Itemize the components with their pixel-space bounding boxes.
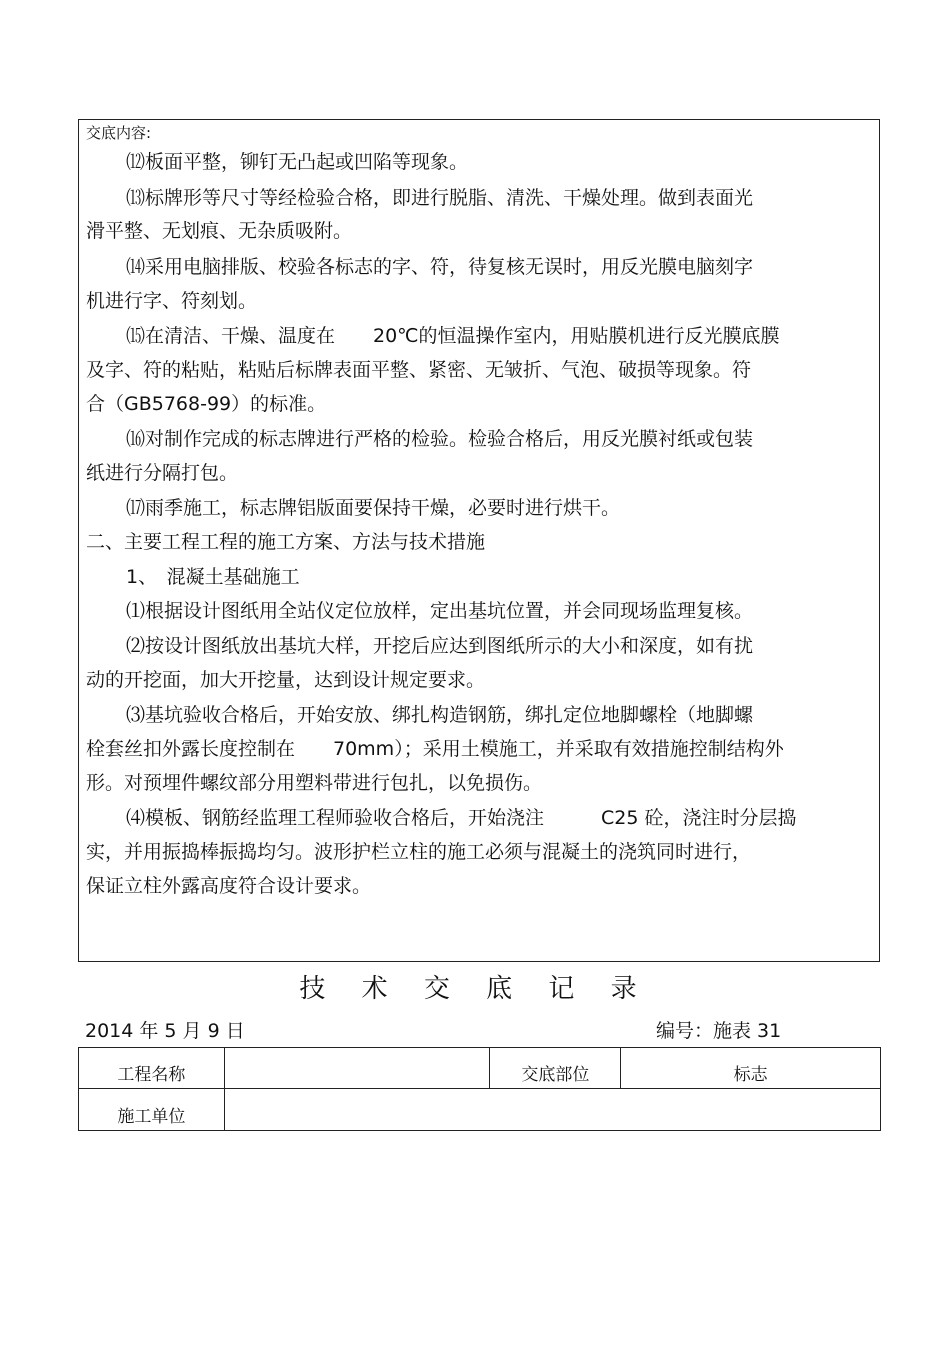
content-line: 纸进行分隔打包。 xyxy=(86,462,239,484)
disclosure-content-label: 交底内容: xyxy=(86,124,152,142)
disclosure-content-box xyxy=(78,119,880,962)
record-title: 技 术 交 底 记 录 xyxy=(299,974,651,1004)
content-line: ⒂在清洁、干燥、温度在 20℃的恒温操作室内，用贴膜机进行反光膜底膜 xyxy=(126,325,780,347)
content-line: 保证立柱外露高度符合设计要求。 xyxy=(86,875,372,897)
content-line: ⑷模板、钢筋经监理工程师验收合格后，开始浇注 C25 砼，浇注时分层捣 xyxy=(126,807,797,829)
content-line: 及字、符的粘贴，粘贴后标牌表面平整、紧密、无皱折、气泡、破损等现象。符 xyxy=(86,359,752,381)
section-heading: 二、主要工程工程的施工方案、方法与技术措施 xyxy=(86,531,486,553)
content-line: 形。对预埋件螺纹部分用塑料带进行包扎，以免损伤。 xyxy=(86,772,543,794)
disclosure-part-label: 交底部位 xyxy=(490,1048,621,1089)
project-name-label: 工程名称 xyxy=(79,1048,225,1089)
subsection-heading: 1、 混凝土基础施工 xyxy=(126,566,300,588)
content-line: ⑴根据设计图纸用全站仪定位放样，定出基坑位置，并会同现场监理复核。 xyxy=(126,600,754,622)
content-line: ⒃对制作完成的标志牌进行严格的检验。检验合格后，用反光膜衬纸或包装 xyxy=(126,428,754,450)
disclosure-part-value: 标志 xyxy=(621,1048,881,1089)
content-line: ⑿板面平整，铆钉无凸起或凹陷等现象。 xyxy=(126,151,469,173)
content-line: 栓套丝扣外露长度控制在 70mm）；采用土模施工，并采取有效措施控制结构外 xyxy=(86,738,784,760)
content-line: ⑶基坑验收合格后，开始安放、绑扎构造钢筋，绑扎定位地脚螺栓（地脚螺 xyxy=(126,704,754,726)
content-line: ⒁采用电脑排版、校验各标志的字、符，待复核无误时，用反光膜电脑刻字 xyxy=(126,256,754,278)
content-line: ⑵按设计图纸放出基坑大样，开挖后应达到图纸所示的大小和深度，如有扰 xyxy=(126,635,754,657)
content-line: 合（GB5768-99）的标准。 xyxy=(86,393,327,415)
record-serial-number: 编号：施表 31 xyxy=(656,1020,782,1042)
record-info-table xyxy=(78,1047,881,1131)
record-date: 2014 年 5 月 9 日 xyxy=(85,1020,245,1042)
content-line: ⒀标牌形等尺寸等经检验合格，即进行脱脂、清洗、干燥处理。做到表面光 xyxy=(126,187,754,209)
construction-unit-value xyxy=(224,1089,880,1131)
table-row xyxy=(79,1089,881,1131)
construction-unit-label: 施工单位 xyxy=(79,1089,225,1131)
content-line: ⒄雨季施工，标志牌铝版面要保持干燥，必要时进行烘干。 xyxy=(126,497,621,519)
project-name-value xyxy=(224,1048,490,1089)
content-line: 机进行字、符刻划。 xyxy=(86,290,258,312)
content-line: 动的开挖面，加大开挖量，达到设计规定要求。 xyxy=(86,669,486,691)
table-row xyxy=(79,1048,881,1089)
content-line: 滑平整、无划痕、无杂质吸附。 xyxy=(86,220,353,242)
content-line: 实，并用振捣棒振捣均匀。波形护栏立柱的施工必须与混凝土的浇筑同时进行， xyxy=(86,841,752,863)
